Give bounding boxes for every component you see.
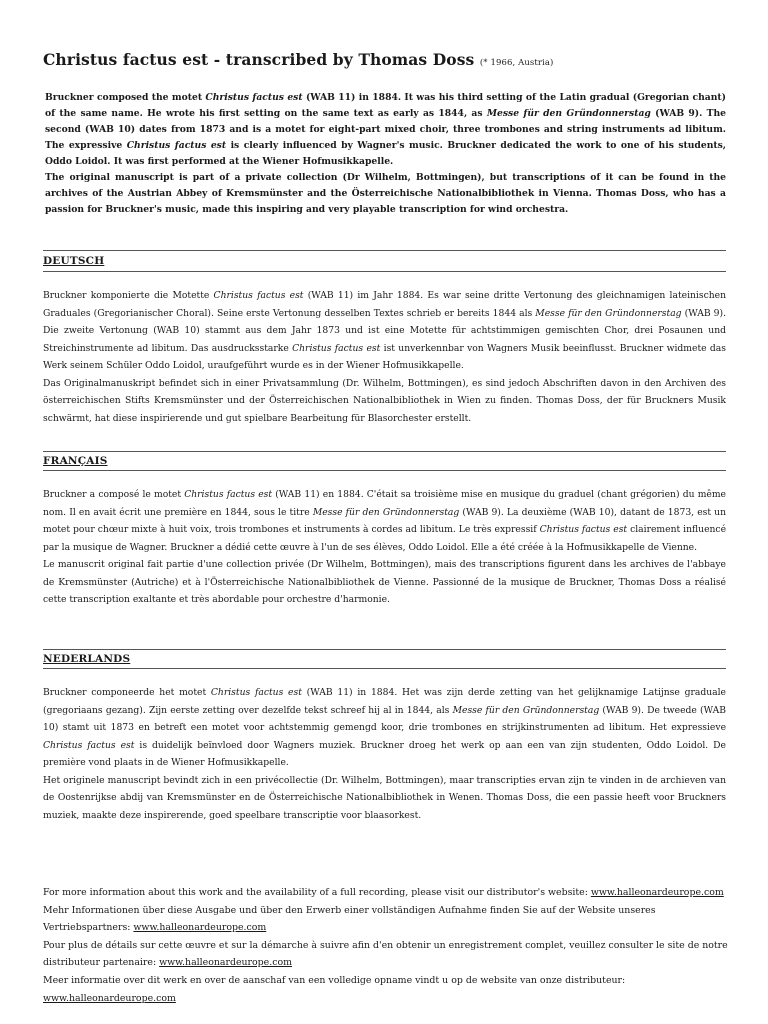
text-run: Bruckner komponierte die Motette	[43, 290, 214, 301]
text-run: Bruckner componeerde het motet	[43, 687, 211, 698]
heading-nederlands: NEDERLANDS	[43, 653, 131, 665]
work-title: Christus factus est	[539, 524, 628, 535]
divider	[43, 668, 726, 669]
text-run: Bruckner composed the motet	[45, 92, 206, 103]
text-run: ist unverkennbar von Wagners Musik beeinflusst. Bruckner widmete das Werk seinem Schüler Oddo Loidol, uraufgeführt wurde es in der Wiener Hofmusikkapelle.	[43, 342, 726, 371]
deutsch-paragraph-2: Das Originalmanuskript befindet sich in einer Privatsammlung (Dr. Wilhelm, Bottmingen), es sind jedoch Abschriften davon in den Archiven des österreichischen Stifts Kremsmünster und der Österreichischen Nationalbibliothek in Wien zu finden. Thomas Doss, der für Bruckners Musik schwärmt, hat diese inspirierende und gut spielbare Bearbeitung für Blasorchester erstellt.	[43, 377, 726, 424]
work-title: Messe für den Gründonnerstag	[452, 704, 600, 716]
footer-text: Pour plus de détails sur cette œuvre et sur la démarche à suivre afin d'en obtenir un enregistrement complet, veuillez consulter le site de notre distributeur partenaire:	[43, 939, 728, 969]
divider	[43, 271, 726, 272]
footer-french	[43, 937, 733, 972]
work-title: Messe für den Gründonnerstag	[535, 307, 682, 319]
text-run: (WAB 11) im Jahr 1884. Es war seine dritte Vertonung des gleichnamigen lateinischen Graduales (Gregorianischer Choral). Seine erste Vertonung desselben Textes schrieb er bereits 1844 als	[43, 290, 726, 319]
text-run: (WAB 9). Die zweite Vertonung (WAB 10) stammt aus dem Jahr 1873 und ist eine Motette für achtstimmigen gemischten Chor, drei Posaunen und Streichinstrumente ad libitum. Das ausdrucksstarke	[43, 307, 726, 354]
document-title	[43, 50, 553, 69]
heading-francais: FRANÇAIS	[43, 455, 108, 467]
work-title: Christus factus est	[43, 739, 135, 751]
deutsch-paragraph-1	[43, 287, 726, 375]
footer-text: Mehr Informationen über diese Ausgabe und über den Erwerb einer vollständigen Aufnahme finden Sie auf der Website unseres Vertriebspartners:	[43, 904, 656, 934]
section-deutsch	[43, 287, 726, 427]
text-run: clairement influencé par la musique de Wagner. Bruckner a dédié cette œuvre à l'un de ses élèves, Oddo Loidol. Elle a été créée à la Hofmusikkapelle de Vienne.	[43, 524, 727, 553]
text-run: (WAB 9). The second (WAB 10) dates from 1873 and is a motet for eight-part mixed choir, three trombones and string instruments ad libitum. The expressive	[45, 108, 726, 151]
work-title: Christus factus est	[213, 290, 304, 301]
distributor-link[interactable]: www.halleonardeurope.com	[43, 992, 176, 1004]
distributor-link[interactable]: www.halleonardeurope.com	[159, 957, 292, 969]
work-title: Christus factus est	[205, 92, 303, 103]
nederlands-paragraph-2: Het originele manuscript bevindt zich in een privécollectie (Dr. Wilhelm, Bottmingen), maar transcripties ervan zijn te vinden in de archieven van de Oostenrijkse abdij van Kremsmünster en de Österreichische Nationalbibliothek in Wenen. Thomas Doss, die een passie heeft voor Bruckners muziek, maakte deze inspirerende, goed speelbare transcriptie voor blaasorkest.	[43, 774, 726, 821]
section-nederlands	[43, 684, 726, 824]
francais-paragraph-2: Le manuscrit original fait partie d'une collection privée (Dr Wilhelm, Bottmingen), mais des transcriptions figurent dans les archives de l'abbaye de Kremsmünster (Autriche) et à l'Österreichische Nationalbibliothek de Vienne. Passionné de la musique de Bruckner, Thomas Doss a réalisé cette transcription exaltante et très abordable pour orchestre d'harmonie.	[43, 559, 726, 605]
footer-english	[43, 884, 733, 902]
text-run: (WAB 9). La deuxième (WAB 10), datant de 1873, est un motet pour chœur mixte à huit voix, trois trombones et instruments à cordes ad libitum. Le très expressif	[43, 506, 727, 535]
text-run: (WAB 11) en 1884. C'était sa troisième mise en musique du graduel (chant grégorien) du même nom. Il en avait écrit une première en 1844, sous le titre	[43, 489, 726, 518]
footer-info	[43, 884, 733, 1007]
work-title: Messe für den Gründonnerstag	[486, 108, 651, 119]
text-run: Bruckner a composé le motet	[43, 489, 185, 500]
distributor-link[interactable]: www.halleonardeurope.com	[590, 887, 724, 898]
francais-paragraph-1	[43, 486, 726, 556]
divider	[43, 649, 726, 650]
intro-paragraph-1	[45, 90, 726, 170]
footer-text: For more information about this work and the availability of a full recording, please visit our distributor's website:	[43, 887, 591, 898]
title-note: (* 1966, Austria)	[479, 58, 554, 68]
divider	[43, 250, 726, 251]
work-title: Christus factus est	[210, 687, 302, 698]
footer-german	[43, 902, 733, 937]
footer-text: Meer informatie over dit werk en over de aanschaf van een volledige opname vindt u op de website van onze distributeur:	[43, 974, 626, 986]
divider	[43, 470, 726, 471]
intro-english	[45, 90, 726, 218]
work-title: Christus factus est	[292, 342, 381, 354]
footer-dutch	[43, 972, 733, 1007]
heading-deutsch: DEUTSCH	[43, 255, 105, 267]
section-francais	[43, 486, 726, 609]
text-run: (WAB 11) in 1884. It was his third setting of the Latin gradual (Gregorian chant) of the same name. He wrote his first setting on the same text as early as 1844, as	[45, 92, 726, 119]
text-run: (WAB 11) in 1884. Het was zijn derde zetting van het gelijknamige Latijnse graduale (gregoriaans gezang). Zijn eerste zetting over dezelfde tekst schreef hij al in 1844, als	[43, 687, 726, 716]
distributor-link[interactable]: www.halleonardeurope.com	[133, 922, 267, 934]
intro-paragraph-2: The original manuscript is part of a private collection (Dr Wilhelm, Bottmingen), but transcriptions of it can be found in the archives of the Austrian Abbey of Kremsmünster and the Österreichische Nationalbibliothek in Vienna. Thomas Doss, who has a passion for Bruckner's music, made this inspiring and very playable transcription for wind orchestra.	[45, 172, 726, 215]
nederlands-paragraph-1	[43, 684, 726, 772]
text-run: is clearly influenced by Wagner's music. Bruckner dedicated the work to one of his students, Oddo Loidol. It was first performed at the Wiener Hofmusikkapelle.	[45, 140, 726, 167]
work-title: Christus factus est	[184, 489, 273, 500]
divider	[43, 451, 726, 452]
work-title: Messe für den Gründonnerstag	[312, 506, 460, 518]
text-run: (WAB 9). De tweede (WAB 10) stamt uit 1873 en betreft een motet voor achtstemmig gemengd koor, drie trombones en strijkinstrumenten ad libitum. Het expressieve	[43, 704, 727, 733]
text-run: is duidelijk beïnvloed door Wagners muziek. Bruckner droeg het werk op aan een van zijn studenten, Oddo Loidol. De première vond plaats in de Wiener Hofmusikkapelle.	[43, 739, 726, 768]
work-title: Christus factus est	[126, 140, 227, 151]
title-main: Christus factus est - transcribed by Thomas Doss	[43, 50, 475, 69]
